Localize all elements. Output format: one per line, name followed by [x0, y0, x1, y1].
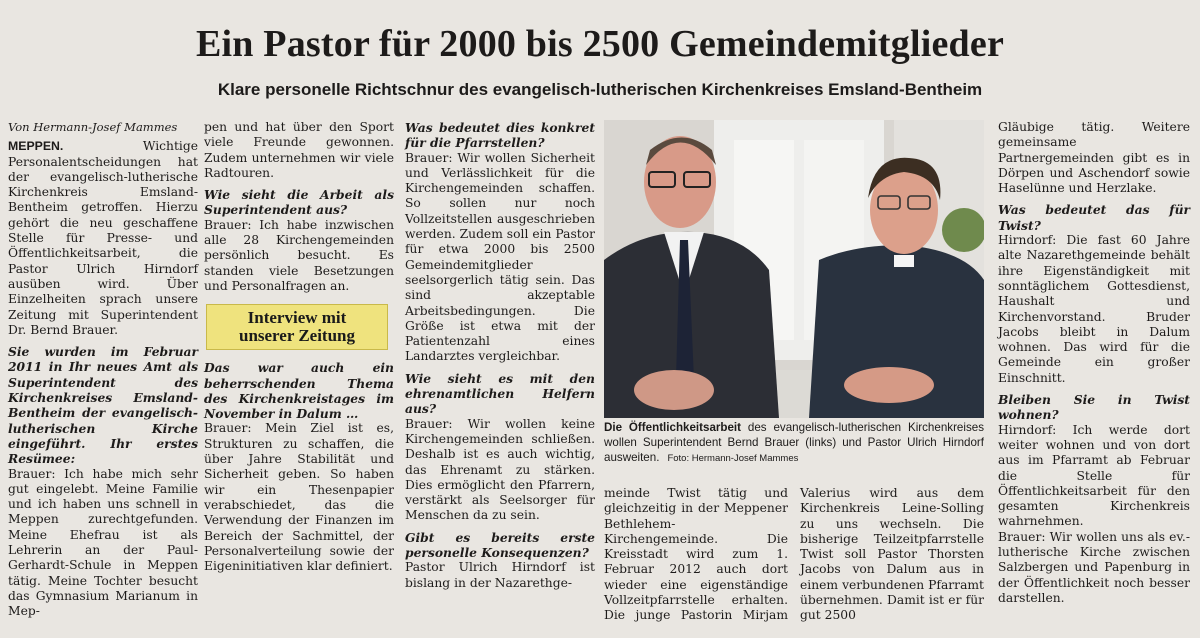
column-5: [998, 120, 1190, 606]
column-1: [8, 120, 198, 620]
question-3: Das war auch ein beherrschenden Thema des Kirchenkreistages im November in Dalum …: [204, 360, 394, 422]
question-4: Was bedeutet dies konkret für die Pfarrstellen?: [405, 120, 595, 151]
question-6: Gibt es bereits erste personelle Konsequenzen?: [405, 529, 595, 561]
answer-1-continued: pen und hat über den Sport viele Freunde gewonnen. Zudem unternehmen wir viele Radtouren.: [204, 120, 394, 180]
answer-3: Brauer: Mein Ziel ist es, Strukturen zu schaffen, die über Jahre Stabilität und Sicherheit geben. So haben wir ein Thesenpapier verabschiedet, das die Verwendung der Finanzen im Bereich der Sachmittel, der Personalverteilung sowie der Eigeninitiativen klar definiert.: [204, 421, 394, 574]
answer-1: Brauer: Ich habe mich sehr gut eingelebt. Meine Familie und ich haben uns schnell in Meppen zurechtgefunden. Meine Ehefrau ist als Lehrerin an der Paul-Gerhardt-Schule in Meppen tätig. Meine Tochter besucht das Gymnasium Marianum in Mep-: [8, 466, 198, 619]
photo-illustration: [604, 120, 984, 418]
intro-paragraph: [8, 139, 198, 338]
column-2: [204, 120, 394, 574]
answer-5: Brauer: Wir wollen keine Kirchengemeinden schließen. Deshalb ist es auch wichtig, das Ehrenamt zu stärken. Dies ermöglicht den Pfarrern, verstärkt als Seelsorger für Menschen da zu sein.: [405, 416, 595, 523]
photo: [604, 120, 984, 418]
answer-4: Brauer: Wir wollen Sicherheit und Verlässlichkeit für die Kirchengemeinden schaffen. So sollen nur noch Vollzeitstellen ausgeschrieben werden. Zudem soll ein Pastor für etwa 2000 bis 2500 Gemeindemitglieder seelsorgerlich tätig sein. Das sind akzeptable Arbeitsbedingungen. Die Größe ist etwa mit der Patientenzahl eines Landarztes vergleichbar.: [405, 150, 595, 364]
caption-text: des evangelisch-lutherischen Kirchenkreises wollen Superintendent Bernd Brauer (links) und Pastor Ulrich Hirndorf ausweiten.: [604, 421, 984, 464]
intro-text: Wichtige Personalentscheidungen hat der evangelisch-lutherische Kirchenkreis Emsland-Bentheim getroffen. Hierzu gehört die neu geschaffene Stelle für Presse- und Öffentlichkeitsarbeit, die Pastor Ulrich Hirndorf ausüben wird. Über Einzelheiten sprach unsere Zeitung mit Superintendent Dr. Bernd Brauer.: [8, 139, 198, 337]
dateline: MEPPEN.: [8, 139, 64, 154]
column-4: [604, 486, 984, 624]
bottom-text: meinde Twist tätig und gleichzeitig in der Meppener Bethlehem-Kirchengemeinde. Die Kreisstadt wird zum 1. Februar 2012 auch dort wieder eine eigenständige Vollzeitpfarrstelle erhalten. Die junge Pastorin Mirjam Valerius wird aus dem Kirchenkreis Leine-Solling zu uns wechseln. Die bisherige Teilzeitpfarrstelle Twist soll Pastor Thorsten Jacobs von Dalum aus in einem verbundenen Pfarramt übernehmen. Damit ist er für gut 2500: [604, 486, 984, 623]
answer-6-continued: Gläubige tätig. Weitere gemeinsame Partnergemeinden gibt es in Dörpen und Aschendorf sowie Haselünne und Herzlake.: [998, 120, 1190, 196]
answer-8: Hirndorf: Ich werde dort weiter wohnen und von dort aus im Pfarramt ab Februar die Stelle für Öffentlichkeitsarbeit für den gesamten Kirchenkreis wahrnehmen.: [998, 422, 1190, 529]
answer-2: Brauer: Ich habe inzwischen alle 28 Kirchengemeinden persönlich besucht. Es standen viele Besetzungen und Personalfragen an.: [204, 217, 394, 293]
subheadline: Klare personelle Richtschnur des evangelisch-lutherischen Kirchenkreises Emsland-Bentheim: [217, 80, 983, 99]
interview-box: [206, 304, 388, 350]
answer-6: Pastor Ulrich Hirndorf ist bislang in der Nazarethge-: [405, 560, 595, 590]
question-2: Wie sieht die Arbeit als Superintendent aus?: [204, 187, 394, 218]
photo-credit: Foto: Hermann-Josef Mammes: [667, 453, 799, 464]
photo-caption: [604, 420, 984, 466]
question-7: Was bedeutet das für Twist?: [998, 202, 1190, 233]
column-3: [405, 120, 595, 591]
caption-bold: Die Öffentlichkeitsarbeit: [604, 421, 742, 434]
answer-7: Hirndorf: Die fast 60 Jahre alte Nazarethgemeinde behält ihre Eigenständigkeit mit sonntäglichem Gottesdienst, Haushalt und Kirchenvorstand. Bruder Jacobs bleibt in Dalum wohnen. Das wird für die Gemeinde ein großer Einschnitt.: [998, 233, 1190, 385]
question-8: Bleiben Sie in Twist wohnen?: [998, 392, 1190, 423]
question-5: Wie sieht es mit den ehrenamtlichen Helfern aus?: [405, 370, 595, 417]
answer-9: Brauer: Wir wollen uns als ev.-lutherische Kirche zwischen Salzbergen und Papenburg in der Öffentlichkeit noch besser darstellen.: [998, 529, 1190, 605]
interview-box-line-2: unserer Zeitung: [238, 326, 356, 346]
question-1: Sie wurden im Februar 2011 in Ihr neues Amt als Superintendent des Kirchenkreises Emsland-Bentheim der evangelisch-lutherischen Kirche eingeführt. Ihr erstes Resümee:: [8, 344, 198, 467]
interview-box-line-1: Interview mit: [247, 308, 347, 328]
headline: Ein Pastor für 2000 bis 2500 Gemeindemitglieder: [195, 23, 1005, 65]
byline: Von Hermann-Josef Mammes: [8, 120, 178, 134]
